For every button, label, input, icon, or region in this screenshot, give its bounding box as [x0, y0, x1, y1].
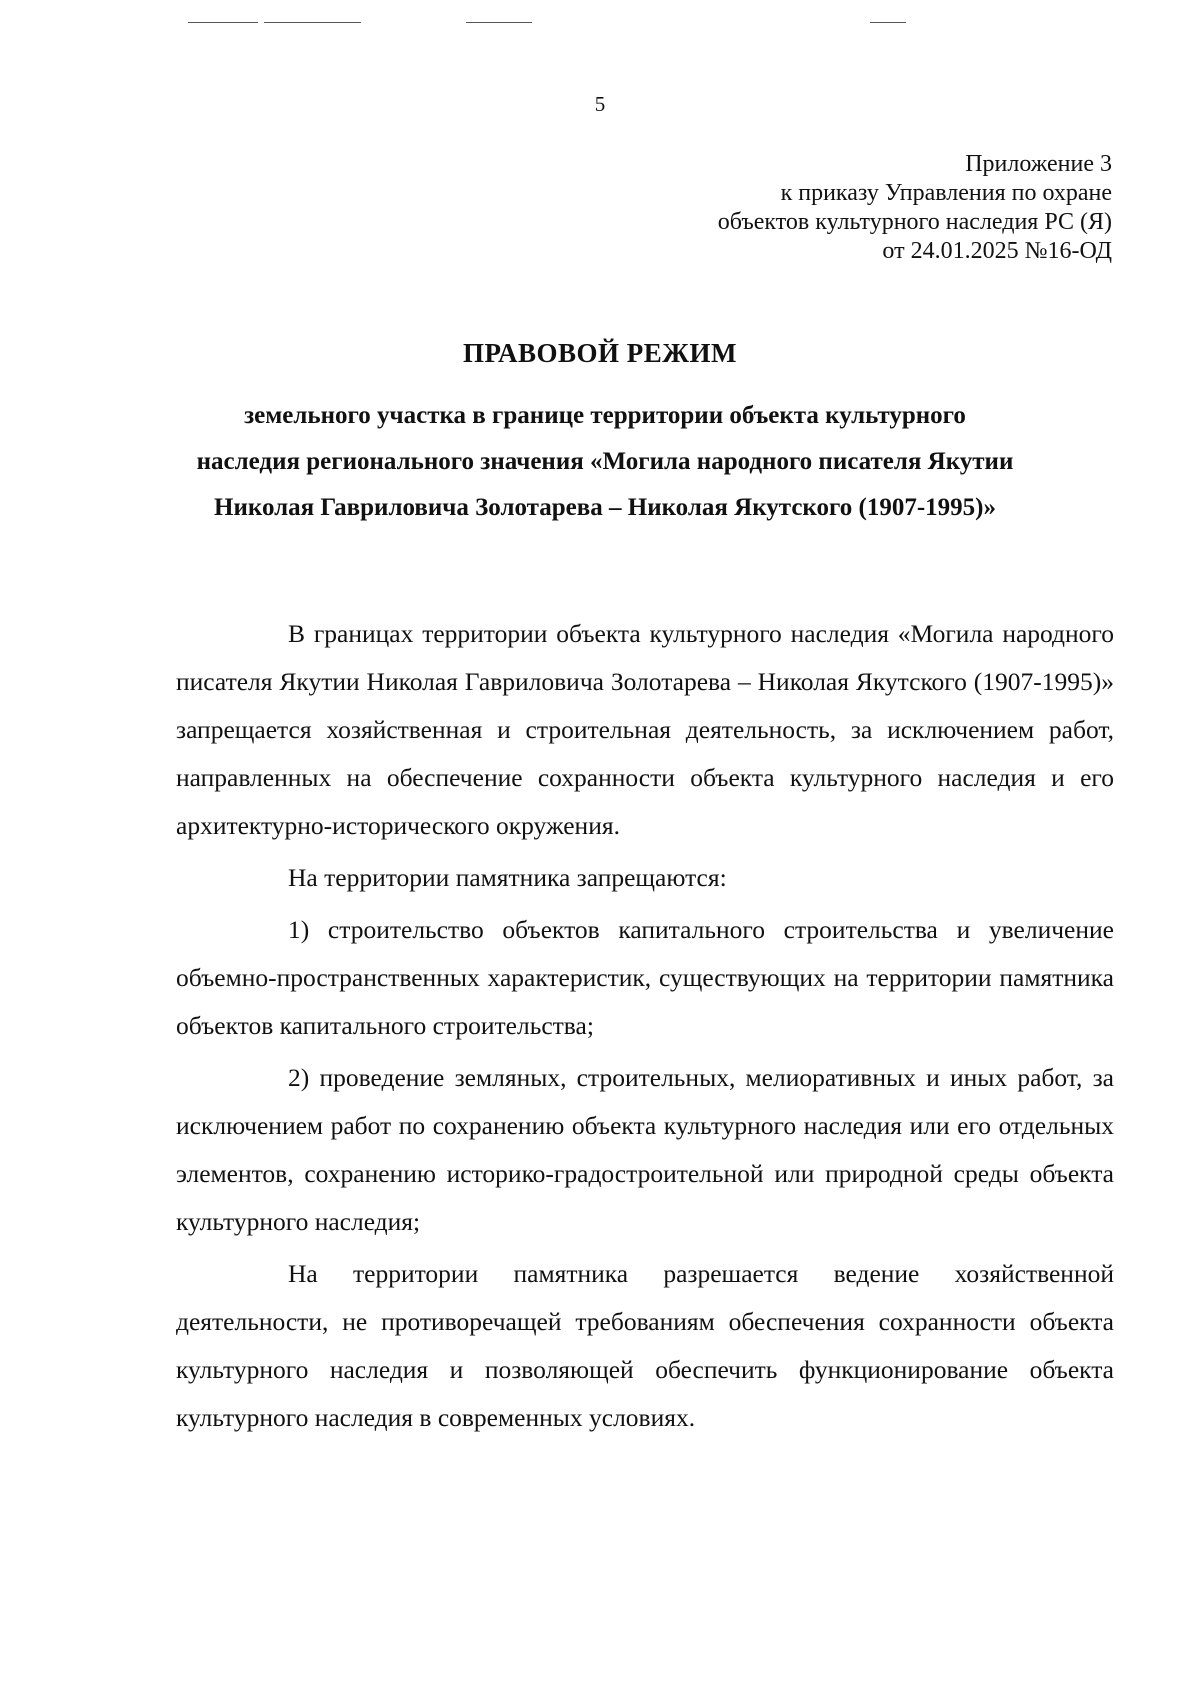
scan-artifact-line	[188, 22, 258, 23]
body-paragraph: 2) проведение земляных, строительных, мелиоративных и иных работ, за исключением работ по сохранению объекта культурного наследия или его отдельных элементов, сохранению историко-градостроительной или природной среды объекта культурного наследия;	[176, 1063, 1114, 1236]
page-number: 5	[594, 92, 606, 116]
document-title: ПРАВОВОЙ РЕЖИМ	[463, 338, 737, 368]
body-paragraph: 1) строительство объектов капитального строительства и увеличение объемно-пространственных характеристик, существующих на территории памятника объектов капитального строительства;	[176, 915, 1114, 1040]
appendix-reference	[718, 150, 1112, 266]
body-paragraph: В границах территории объекта культурного наследия «Могила народного писателя Якутии Николая Гавриловича Золотарева – Николая Якутского (1907-1995)» запрещается хозяйственная и строительная деятельность, за исключением работ, направленных на обеспечение сохранности объекта культурного наследия и его архитектурно-исторического окружения.	[176, 619, 1114, 840]
scan-artifact-line	[466, 22, 532, 23]
body-paragraph: На территории памятника разрешается ведение хозяйственной деятельности, не противоречащей требованиям обеспечения сохранности объекта культурного наследия и позволяющей обеспечить функционирование объекта культурного наследия в современных условиях.	[176, 1259, 1114, 1432]
scan-artifact-line	[870, 22, 906, 23]
appendix-line: Приложение 3	[965, 151, 1112, 177]
scan-artifact-line	[264, 22, 361, 23]
appendix-line: к приказу Управления по охране	[780, 180, 1112, 206]
document-subtitle: земельного участка в границе территории объекта культурного наследия регионального значения «Могила народного писателя Якутии Николая Гавриловича Золотарева – Николая Якутского (1907-1995)»	[196, 402, 1014, 521]
document-body	[176, 610, 1114, 1446]
appendix-line: от 24.01.2025 №16-ОД	[882, 238, 1112, 264]
body-paragraph: На территории памятника запрещаются:	[288, 863, 727, 892]
appendix-line: объектов культурного наследия РС (Я)	[717, 209, 1112, 235]
